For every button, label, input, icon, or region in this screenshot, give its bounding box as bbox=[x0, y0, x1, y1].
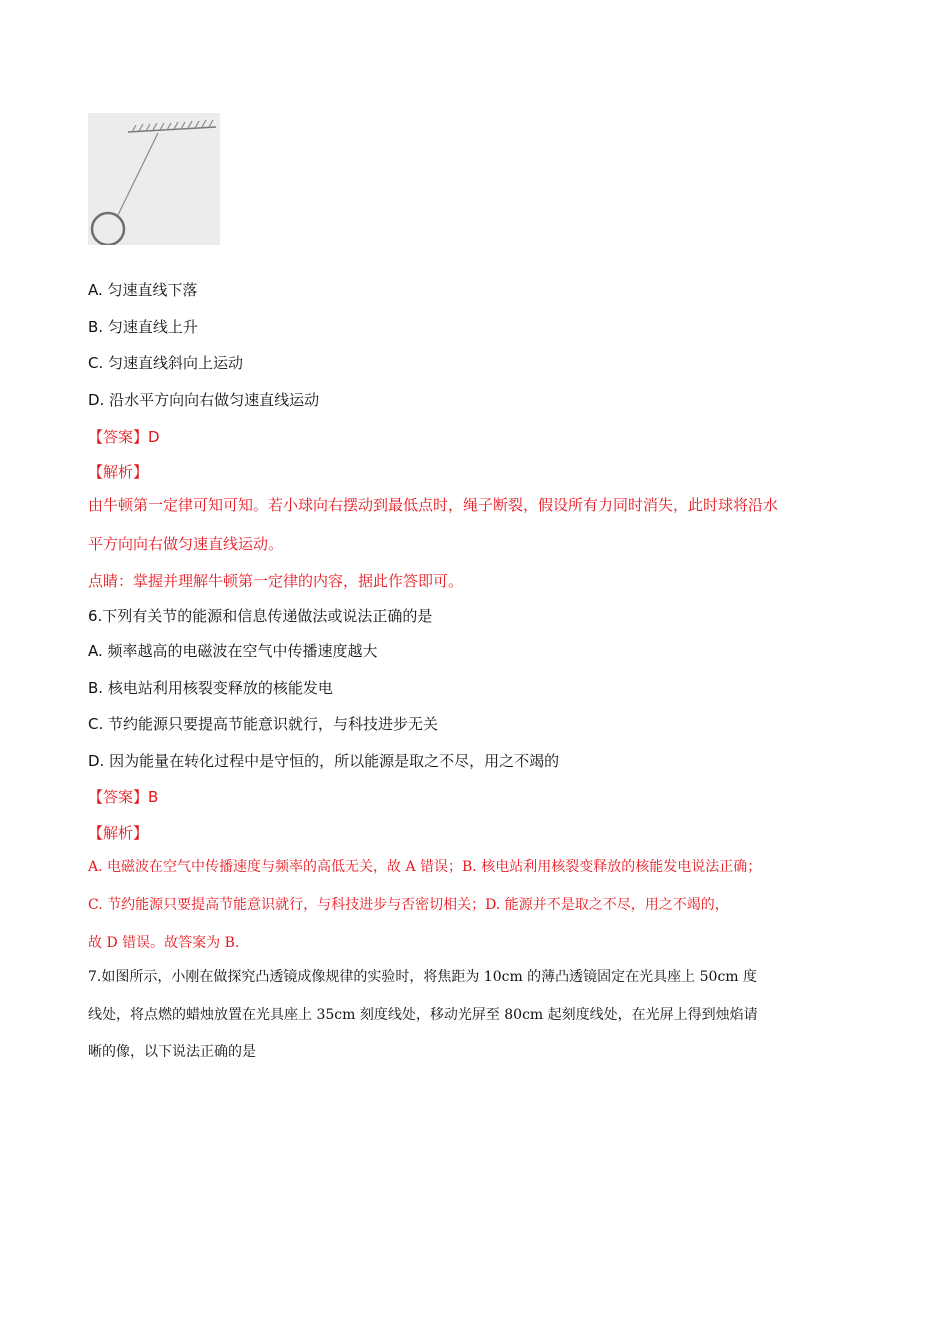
q5-option-b: B. 匀速直线上升 bbox=[88, 318, 198, 336]
q6-option-d: D. 因为能量在转化过程中是守恒的，所以能源是取之不尽，用之不竭的 bbox=[88, 752, 560, 770]
q6-option-c: C. 节约能源只要提高节能意识就行，与科技进步无关 bbox=[88, 715, 439, 733]
q7-stem-line-3: 晰的像，以下说法正确的是 bbox=[88, 1044, 256, 1060]
q6-analysis-line-2: C. 节约能源只要提高节能意识就行，与科技进步与否密切相关；D. 能源并不是取之不尽，用之不竭的， bbox=[88, 897, 729, 913]
pendulum-figure bbox=[88, 113, 220, 245]
pendulum-figure-icon bbox=[88, 113, 220, 245]
q6-answer-label: 【答案】B bbox=[88, 788, 159, 806]
q5-answer-label: 【答案】D bbox=[88, 428, 160, 446]
q7-stem-line-1: 7.如图所示，小刚在做探究凸透镜成像规律的实验时，将焦距为 10cm 的薄凸透镜固定在光具座上 50cm 度 bbox=[88, 969, 758, 985]
q5-analysis-line-2: 平方向向右做匀速直线运动。 bbox=[88, 535, 284, 553]
q7-stem-line-2: 线处，将点燃的蜡烛放置在光具座上 35cm 刻度线处，移动光屏至 80cm 起刻度线处，在光屏上得到烛焰请 bbox=[88, 1007, 758, 1023]
q5-option-c: C. 匀速直线斜向上运动 bbox=[88, 354, 244, 372]
q5-tip: 点睛：掌握并理解牛顿第一定律的内容，据此作答即可。 bbox=[88, 572, 464, 590]
q5-analysis-label: 【解析】 bbox=[88, 463, 149, 481]
q6-option-b: B. 核电站利用核裂变释放的核能发电 bbox=[88, 679, 333, 697]
q6-analysis-line-3: 故 D 错误。故答案为 B. bbox=[88, 935, 240, 951]
q6-analysis-label: 【解析】 bbox=[88, 824, 149, 842]
q5-option-a: A. 匀速直线下落 bbox=[88, 281, 198, 299]
q6-analysis-line-1: A. 电磁波在空气中传播速度与频率的高低无关，故 A 错误；B. 核电站利用核裂变释放的核能发电说法正确； bbox=[88, 859, 762, 875]
q6-stem: 6.下列有关节的能源和信息传递做法或说法正确的是 bbox=[88, 607, 433, 625]
q6-option-a: A. 频率越高的电磁波在空气中传播速度越大 bbox=[88, 642, 378, 660]
q5-option-d: D. 沿水平方向向右做匀速直线运动 bbox=[88, 391, 320, 409]
q5-analysis-line-1: 由牛顿第一定律可知可知。若小球向右摆动到最低点时，绳子断裂，假设所有力同时消失，此时球将沿水 bbox=[88, 496, 779, 514]
